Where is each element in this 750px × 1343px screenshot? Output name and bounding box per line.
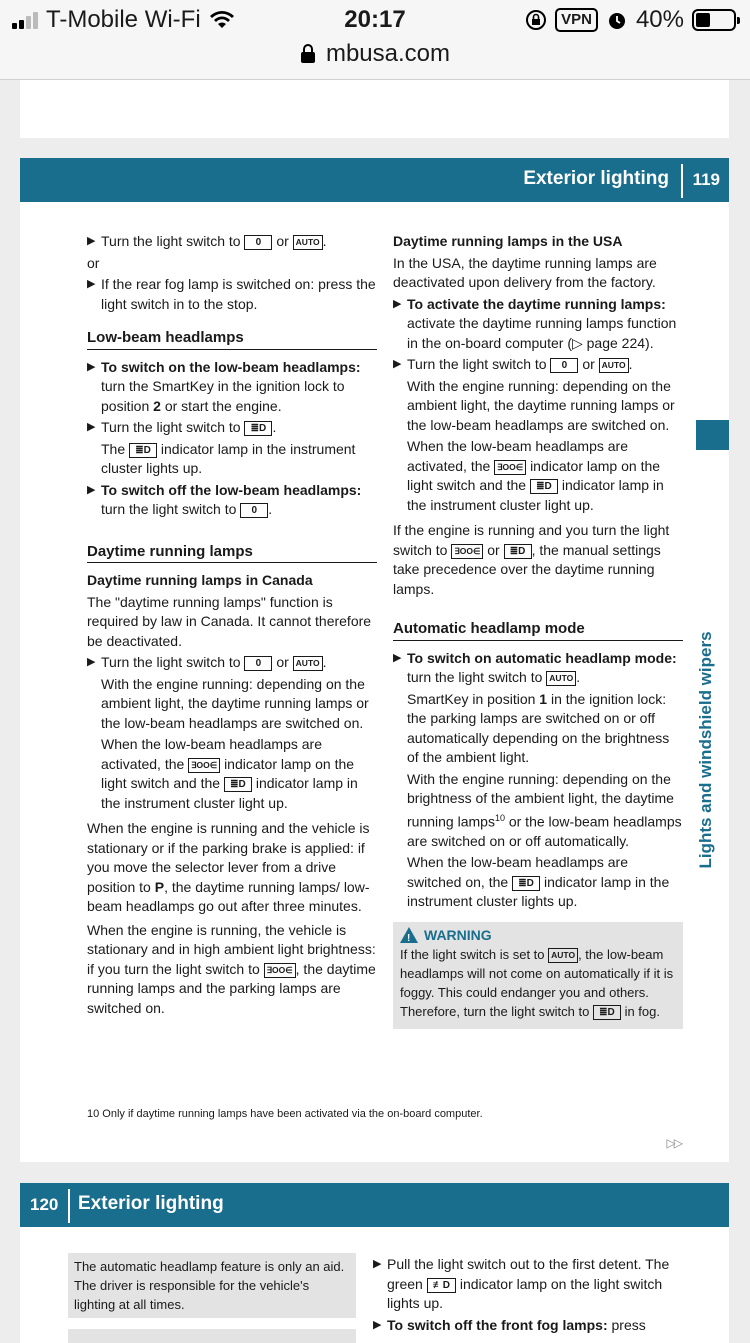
note: With the engine running: depending on the brightness of the ambient light, the daytime running lamps$^{10}$ or the low-beam headlamps are switched on or off automatically. [407, 770, 682, 849]
list-item: ▶ Turn the light switch to 0 or AUTO . [393, 355, 683, 375]
subsection-heading: Daytime running lamps in the USA [393, 233, 623, 249]
address-bar[interactable] [0, 40, 750, 80]
side-tab-label: Lights and windshield wipers [696, 631, 715, 869]
lowbeam-icon: ≣D [129, 443, 157, 458]
lowbeam-icon: ≣D [530, 479, 558, 494]
vpn-badge: VPN [555, 8, 598, 32]
lowbeam-icon: ≣D [504, 544, 532, 559]
list-item: ▶ To activate the daytime running lamps: activate the daytime running lamps function in the on-board computer (▷ page 224). [393, 295, 683, 354]
list-item: ▶ Turn the light switch to ≣D . [87, 418, 377, 438]
page-header [20, 158, 729, 202]
list-item: ▶ Pull the light switch out to the first detent. The green ≢D indicator lamp on the light switch lights up. [373, 1255, 673, 1314]
or-text: or [87, 254, 100, 271]
lowbeam-icon: ≣D [244, 421, 272, 436]
paragraph: In the USA, the daytime running lamps are deactivated upon delivery from the factory. [393, 254, 657, 290]
left-column [87, 232, 377, 1020]
alarm-icon [606, 9, 628, 31]
clock: 20:17 [344, 6, 406, 33]
page-header [20, 1183, 729, 1227]
info-box: The automatic headlamp feature is only an aid. The driver is responsible for the vehicle's lighting at all times. [68, 1253, 356, 1318]
parking-lamp-icon: ∃OO∈ [264, 963, 296, 978]
section-heading: Low-beam headlamps [87, 328, 377, 350]
lock-icon [300, 44, 316, 64]
previous-page [20, 80, 729, 138]
status-bar [0, 0, 750, 40]
note: When the low-beam headlamps are switched on, the ≣D indicator lamp in the instrument cluster lights up. [407, 854, 670, 910]
list-item: ▶ To switch on automatic headlamp mode: turn the light switch to AUTO . [393, 649, 683, 688]
footnote-ref: 10 [494, 812, 505, 823]
manual-page-119 [20, 158, 729, 1162]
warning-box: ! WARNING If the light switch is set to AUTO , the low-beam headlamps will not come on automatically if it is foggy. This could endanger you and others. Therefore, turn the light switch to ≣D in fog. [393, 922, 683, 1029]
warning-title: WARNING [424, 926, 492, 943]
list-item: ▶ To switch off the front fog lamps: press [373, 1316, 673, 1336]
note: When the low-beam headlamps are activated, the ∃OO∈ indicator lamp on the light switch and the ≣D indicator lamp in the instrument cluster light up. [101, 736, 358, 811]
note: With the engine running: depending on the ambient light, the daytime running lamps or the low-beam headlamps are switched on. [101, 675, 369, 731]
lowbeam-icon: ≣D [512, 876, 540, 891]
parking-lamp-icon: ∃OO∈ [451, 544, 483, 559]
subsection-heading: Daytime running lamps in Canada [87, 572, 313, 588]
carrier-label: T-Mobile Wi-Fi [46, 6, 201, 33]
manual-page-120 [20, 1183, 729, 1343]
rotation-lock-icon [525, 9, 547, 31]
paragraph: When the engine is running, the vehicle is stationary and in high ambient light brightness: if you turn the light switch to ∃OO∈ , the daytime running lamps and the parking lamps are switched on. [87, 921, 376, 1016]
note: The ≣D indicator lamp in the instrument cluster lights up. [101, 440, 356, 476]
note: SmartKey in position 1 in the ignition lock: the parking lamps are switched on or off automatically depending on the brightness of the ambient light. [407, 690, 670, 765]
warning-icon [400, 927, 418, 943]
footnote: 10 Only if daytime running lamps have been activated via the on-board computer. [87, 1108, 483, 1120]
parking-lamp-icon: ∃OO∈ [188, 758, 220, 773]
section-heading: Automatic headlamp mode [393, 619, 683, 641]
battery-icon [692, 9, 736, 31]
note: With the engine running: depending on the ambient light, the daytime running lamps or the low-beam headlamps are switched on. [407, 377, 675, 433]
next-page-icon: ▷▷ [666, 1136, 681, 1150]
side-tab-marker [696, 420, 729, 450]
list-item: ▶ Turn the light switch to 0 or AUTO . [87, 653, 377, 673]
paragraph: If the engine is running and you turn the light switch to ∃OO∈ or ≣D , the manual settings take precedence over the daytime running lamps. [393, 522, 670, 597]
page-title: Exterior lighting [78, 1193, 224, 1214]
page-number: 120 [30, 1195, 59, 1214]
page-title: Exterior lighting [523, 168, 669, 189]
section-heading: Daytime running lamps [87, 542, 377, 564]
info-box [68, 1329, 356, 1343]
parking-lamp-icon: ∃OO∈ [494, 460, 526, 475]
list-item: ▶ To switch off the low-beam headlamps: turn the light switch to 0 . [87, 481, 377, 520]
paragraph: The "daytime running lamps" function is required by law in Canada. It cannot therefore be deactivated. [87, 593, 372, 649]
page-number: 119 [692, 170, 720, 189]
paragraph: When the engine is running and the vehicle is stationary or if the parking brake is applied: if you move the selector lever from a drive position to P, the daytime running lamps/ low-beam headlamps go out after three minutes. [87, 820, 370, 914]
list-item: ▶ If the rear fog lamp is switched on: press the light switch in to the stop. [87, 275, 377, 314]
right-column [373, 1255, 673, 1337]
fog-lamp-icon: ≢D [427, 1278, 456, 1293]
list-item: ▶ Turn the light switch to 0 or AUTO . [87, 232, 377, 252]
url-text: mbusa.com [325, 40, 451, 67]
list-item: ▶ To switch on the low-beam headlamps: turn the SmartKey in the ignition lock to position 2 or start the engine. [87, 358, 377, 417]
battery-percent: 40% [635, 6, 684, 33]
lowbeam-icon: ≣D [224, 777, 252, 792]
note: When the low-beam headlamps are activated, the ∃OO∈ indicator lamp on the light switch and the ≣D indicator lamp in the instrument cluster light up. [407, 438, 664, 513]
lowbeam-icon: ≣D [593, 1005, 621, 1020]
right-column [393, 232, 683, 1029]
